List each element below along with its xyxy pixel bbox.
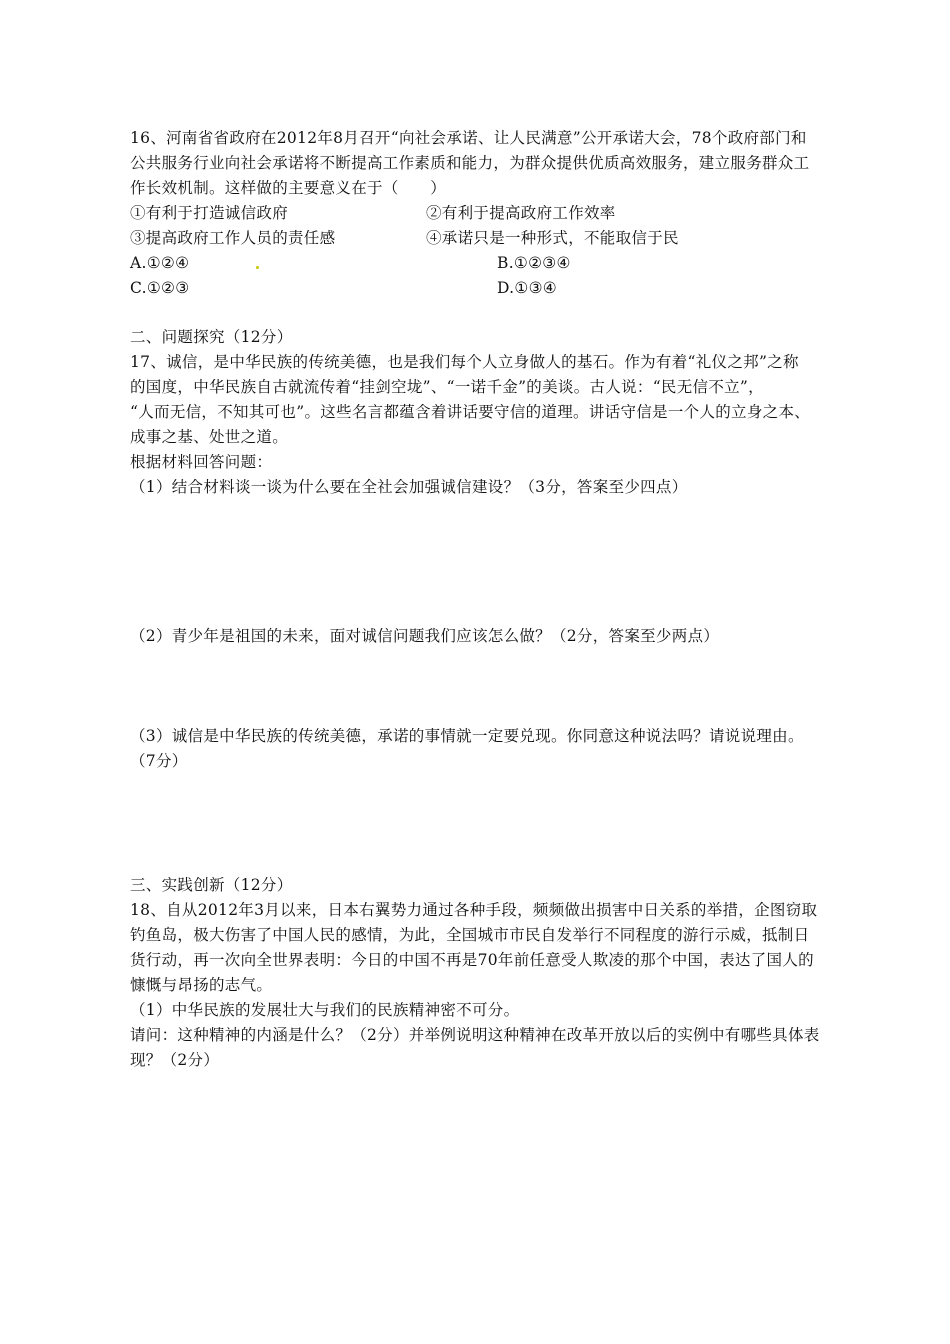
q18-text-line-4: 慷慨与昂扬的志气。 — [130, 976, 273, 994]
q16-text-line-2: 公共服务行业向社会承诺将不断提高工作素质和能力，为群众提供优质高效服务，建立服务群众工 — [130, 154, 810, 172]
q18-subquestion-1-ask-line-1: 请问：这种精神的内涵是什么？（2分）并举例说明这种精神在改革开放以后的实例中有哪些具体表 — [130, 1026, 820, 1044]
q16-statement-4: ④承诺只是一种形式，不能取信于民 — [426, 229, 679, 247]
q18-text-line-1: 18、自从2012年3月以来，日本右翼势力通过各种手段，频频做出损害中日关系的举措，企图窃取 — [130, 901, 818, 919]
q18-subquestion-1-ask-line-2: 现？（2分） — [130, 1051, 220, 1069]
q17-subquestion-2: （2）青少年是祖国的未来，面对诚信问题我们应该怎么做？（2分，答案至少两点） — [130, 627, 720, 645]
q18-text-line-3: 货行动，再一次向全世界表明：今日的中国不再是70年前任意受人欺凌的那个中国，表达了国人的 — [130, 951, 814, 969]
stray-dot-mark — [256, 266, 259, 269]
q16-option-c: C.①②③ — [130, 279, 190, 297]
q16-text-line-1: 16、河南省省政府在2012年8月召开“向社会承诺、让人民满意”公开承诺大会，78个政府部门和 — [130, 129, 807, 147]
q18-text-line-2: 钓鱼岛，极大伤害了中国人民的感情，为此，全国城市市民自发举行不同程度的游行示威，抵制日 — [130, 926, 810, 944]
q16-option-b: B.①②③④ — [497, 254, 571, 272]
q18-subquestion-1: （1）中华民族的发展壮大与我们的民族精神密不可分。 — [130, 1001, 520, 1019]
q17-subquestion-1: （1）结合材料谈一谈为什么要在全社会加强诚信建设？（3分，答案至少四点） — [130, 478, 688, 496]
q17-text-line-2: 的国度，中华民族自古就流传着“挂剑空垅”、“一诺千金”的美谈。古人说：“民无信不立”， — [130, 378, 764, 396]
q16-statement-2: ②有利于提高政府工作效率 — [426, 204, 616, 222]
section2-heading: 二、问题探究（12分） — [130, 328, 293, 346]
q17-text-line-4: 成事之基、处世之道。 — [130, 428, 289, 446]
q16-option-d: D.①③④ — [497, 279, 557, 297]
q16-statement-1: ①有利于打造诚信政府 — [130, 204, 289, 222]
section3-heading: 三、实践创新（12分） — [130, 876, 293, 894]
q17-prompt: 根据材料回答问题： — [130, 453, 273, 471]
q16-text-line-3: 作长效机制。这样做的主要意义在于（ ） — [130, 179, 447, 197]
q16-statement-3: ③提高政府工作人员的责任感 — [130, 229, 336, 247]
q17-text-line-1: 17、诚信，是中华民族的传统美德，也是我们每个人立身做人的基石。作为有着“礼仪之邦”之称 — [130, 353, 799, 371]
q16-option-a: A.①②④ — [130, 254, 190, 272]
q17-text-line-3: “人而无信，不知其可也”。这些名言都蕴含着讲话要守信的道理。讲话守信是一个人的立身之本、 — [130, 403, 811, 421]
q17-subquestion-3-line-1: （3）诚信是中华民族的传统美德，承诺的事情就一定要兑现。你同意这种说法吗？请说说理由。 — [130, 727, 804, 745]
q17-subquestion-3-line-2: （7分） — [130, 752, 188, 770]
